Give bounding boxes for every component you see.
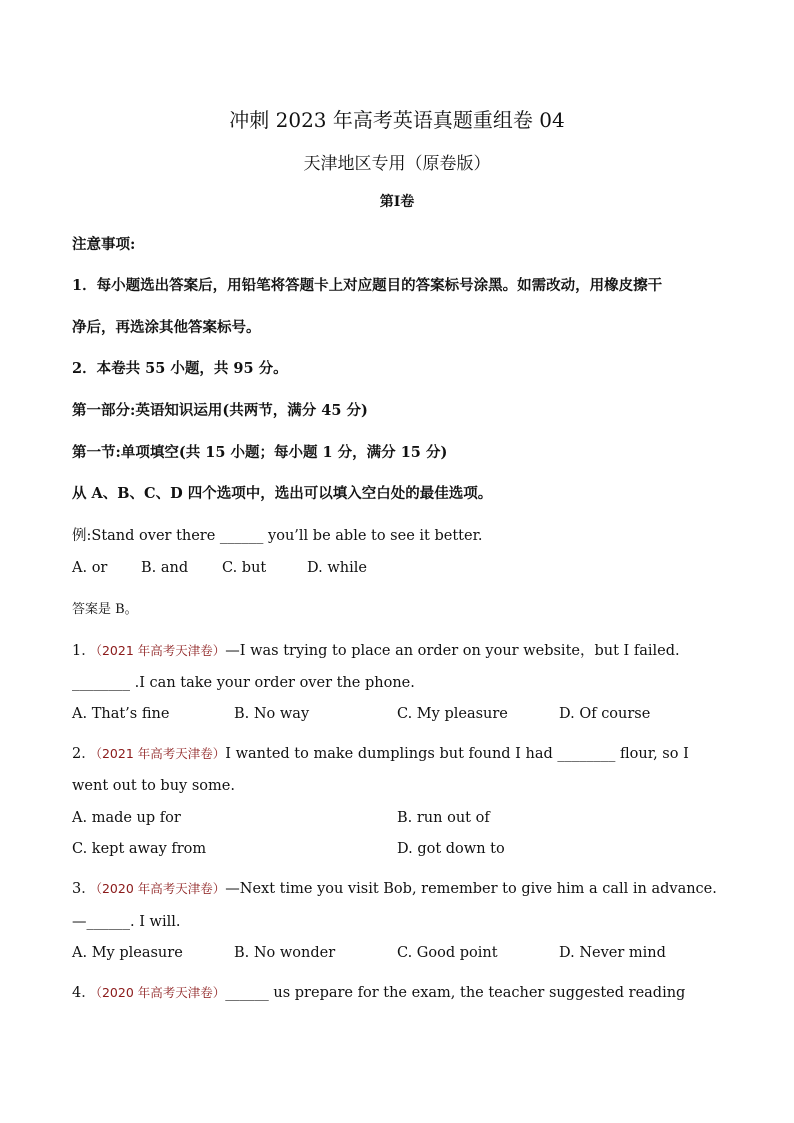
question-1-option-a: A. That’s fine <box>72 706 170 722</box>
question-3-option-d: D. Never mind <box>559 945 666 961</box>
question-4 <box>72 981 685 1002</box>
question-source: （2020 年高考天津卷） <box>95 985 226 1000</box>
question-2-option-c: C. kept away from <box>72 841 207 857</box>
document-title: 冲刺 2023 年高考英语真题重组卷 04 <box>229 108 565 132</box>
question-number: 3． <box>72 881 96 897</box>
notes-item-1-line-2: 净后，再选涂其他答案标号。 <box>72 319 261 336</box>
question-number: 1． <box>72 643 96 659</box>
question-stem: ______ us prepare for the exam, the teacher suggested reading <box>225 985 686 1001</box>
example-option-b: B. and <box>141 560 189 576</box>
example-stem: 例:Stand over there ______ you’ll be able to see it better. <box>72 528 483 544</box>
question-2-option-a: A. made up for <box>72 810 181 826</box>
question-number: 2． <box>72 746 96 762</box>
question-3-option-a: A. My pleasure <box>72 945 183 961</box>
question-2-option-d: D. got down to <box>397 841 505 857</box>
question-3-line-2: —______. I will. <box>72 914 181 930</box>
question-source: （2021 年高考天津卷） <box>95 746 226 761</box>
question-1-option-c: C. My pleasure <box>397 706 508 722</box>
part1-heading: 第一部分:英语知识运用(共两节，满分 45 分) <box>72 402 368 419</box>
example-option-d: D. while <box>307 560 367 576</box>
question-2-option-b: B. run out of <box>397 810 490 826</box>
example-option-a: A. or <box>72 560 108 576</box>
question-source: （2021 年高考天津卷） <box>95 643 226 658</box>
question-stem: I wanted to make dumplings but found I had ________ flour, so I <box>225 746 689 762</box>
question-1-option-d: D. Of course <box>559 706 651 722</box>
notes-heading: 注意事项: <box>72 236 136 253</box>
question-stem: —I was trying to place an order on your website，but I failed. <box>225 643 680 659</box>
question-number: 4． <box>72 985 96 1001</box>
question-1 <box>72 639 680 660</box>
example-answer: 答案是 B。 <box>72 602 138 617</box>
question-2 <box>72 742 689 763</box>
volume-label: 第I卷 <box>379 194 415 210</box>
question-1-line-2: ________ .I can take your order over the phone. <box>72 675 415 691</box>
question-3-option-c: C. Good point <box>397 945 498 961</box>
document-subtitle: 天津地区专用（原卷版） <box>303 154 491 174</box>
notes-item-2: 2．本卷共 55 小题，共 95 分。 <box>72 360 288 377</box>
question-2-line-2: went out to buy some. <box>72 778 235 794</box>
question-3-option-b: B. No wonder <box>234 945 336 961</box>
notes-item-1-line-1: 1．每小题选出答案后，用铅笔将答题卡上对应题目的答案标号涂黑。如需改动，用橡皮擦干 <box>72 277 663 294</box>
question-source: （2020 年高考天津卷） <box>95 881 226 896</box>
example-option-c: C. but <box>222 560 267 576</box>
section1-instruction: 从 A、B、C、D 四个选项中，选出可以填入空白处的最佳选项。 <box>72 485 493 502</box>
question-3 <box>72 877 717 898</box>
section1-heading: 第一节:单项填空(共 15 小题；每小题 1 分，满分 15 分) <box>72 444 448 461</box>
question-stem: —Next time you visit Bob, remember to give him a call in advance. <box>225 881 717 897</box>
question-1-option-b: B. No way <box>234 706 310 722</box>
